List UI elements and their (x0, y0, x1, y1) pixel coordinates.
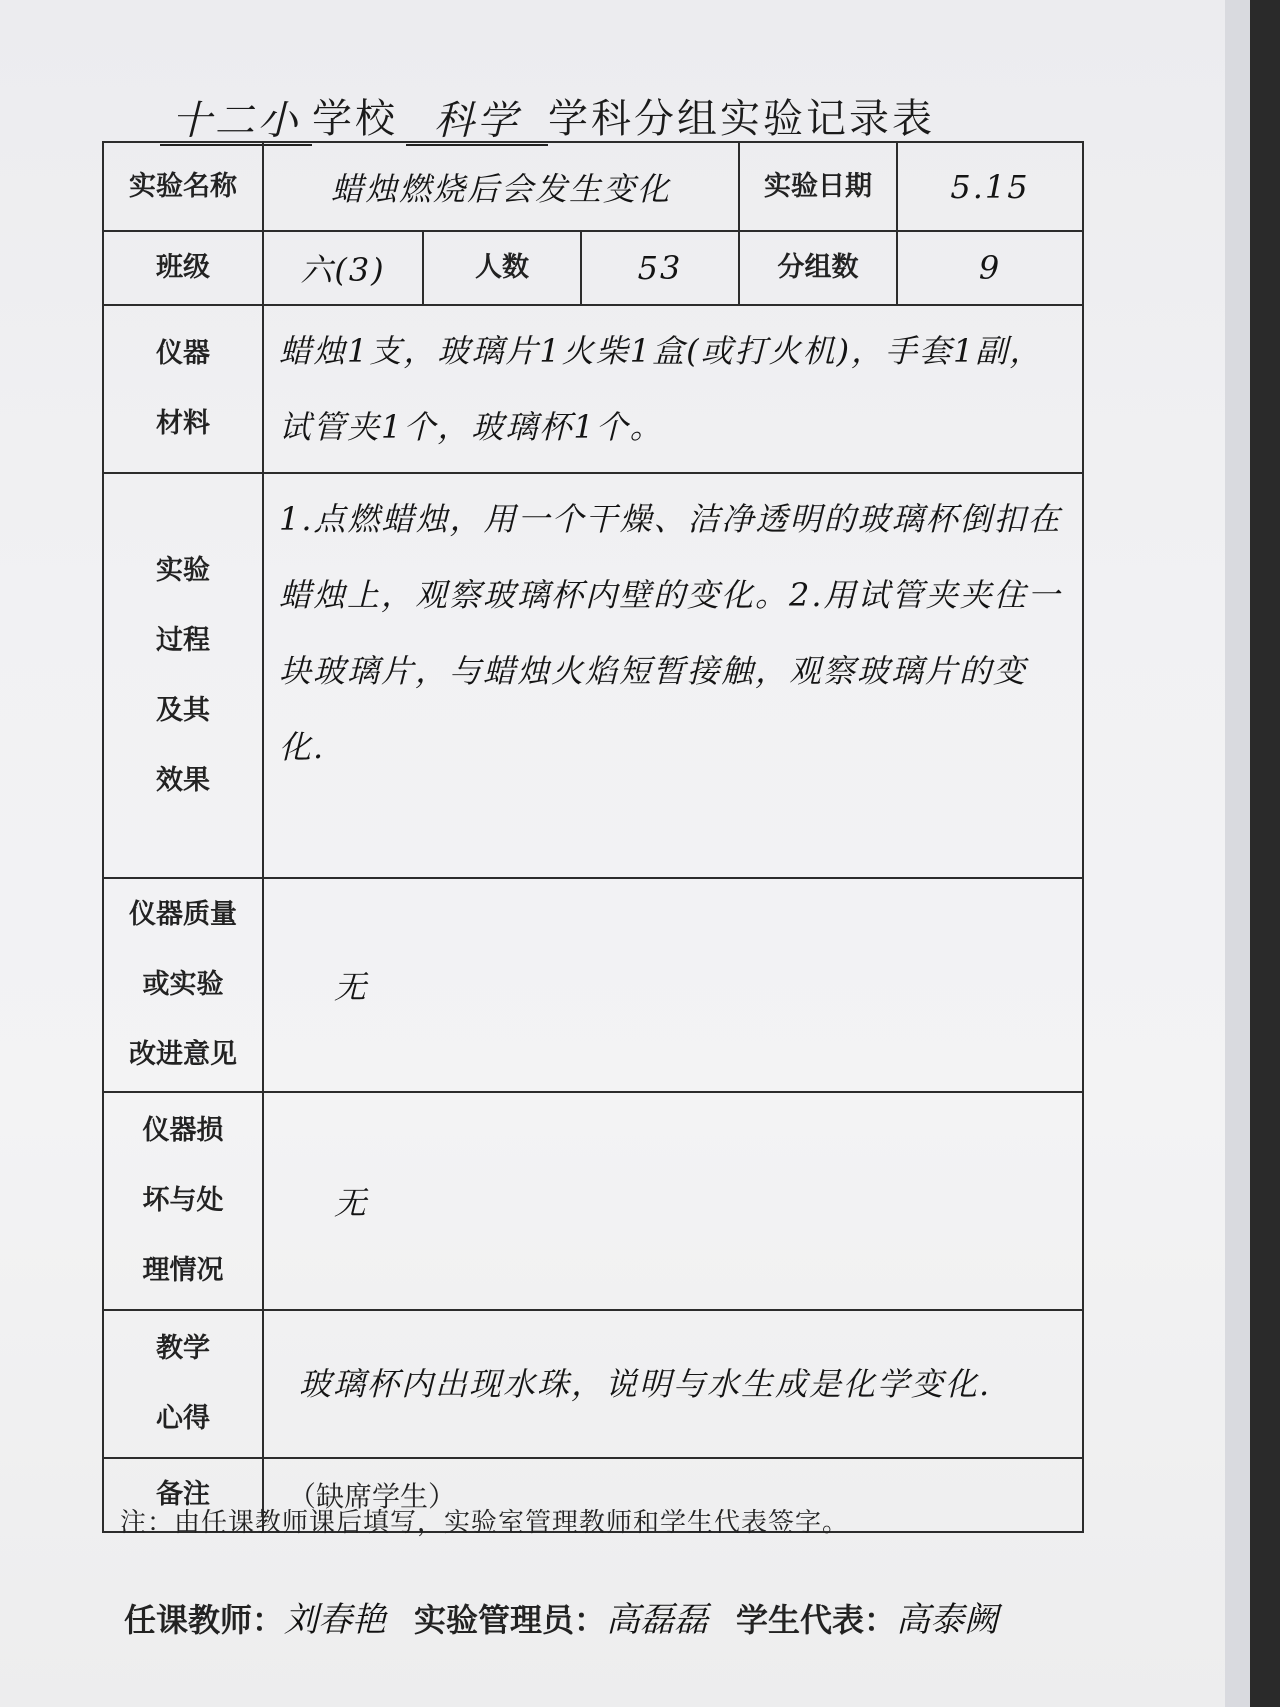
signature-line (124, 1592, 998, 1641)
materials-value: 蜡烛1支，玻璃片1火柴1盒(或打火机)，手套1副，试管夹1个，玻璃杯1个。 (279, 332, 1044, 446)
form-title (160, 86, 1020, 146)
date-value: 5.15 (897, 142, 1083, 231)
groups-value: 9 (897, 231, 1083, 305)
school-name: 十二小 (160, 98, 312, 146)
remarks-value: （缺席学生） (263, 1458, 1083, 1532)
quality-label-line-1: 仪器质量 (129, 899, 237, 930)
process-label-line-1: 实验 (156, 554, 210, 586)
insight-value: 玻璃杯内出现水珠，说明与水生成是化学变化. (299, 1365, 992, 1403)
process-label-line-4: 效果 (156, 764, 210, 796)
footer-note: 注：由任课教师课后填写，实验室管理教师和学生代表签字。 (120, 1508, 850, 1538)
subject-name: 科学 (406, 98, 548, 146)
groups-label: 分组数 (739, 231, 897, 305)
process-label-line-3: 及其 (156, 694, 210, 726)
process-value: 1.点燃蜡烛，用一个干燥、洁净透明的玻璃杯倒扣在蜡烛上，观察玻璃杯内壁的变化。2.用试管夹夹住一块玻璃片，与蜡烛火焰短暂接触，观察玻璃片的变化. (279, 500, 1062, 766)
people-value: 53 (581, 231, 739, 305)
row-experiment-name (103, 142, 1083, 231)
quality-label-line-3: 改进意见 (129, 1039, 237, 1070)
materials-label-line-2: 材料 (156, 408, 210, 439)
damage-label-line-1: 仪器损 (142, 1115, 224, 1146)
process-label (103, 473, 263, 878)
materials-label-line-1: 仪器 (156, 338, 210, 369)
quality-value: 无 (263, 878, 1083, 1092)
school-suffix: 学校 (312, 96, 398, 142)
student-rep-label: 学生代表： (736, 1601, 897, 1639)
process-label-line-2: 过程 (156, 624, 210, 656)
date-label: 实验日期 (739, 142, 897, 231)
lab-manager-label: 实验管理员： (414, 1601, 607, 1639)
people-label: 人数 (423, 231, 581, 305)
title-suffix: 学科分组实验记录表 (548, 96, 935, 142)
quality-label (103, 878, 263, 1092)
lab-manager-signature: 高磊磊 (606, 1600, 709, 1640)
experiment-name-label: 实验名称 (103, 142, 263, 231)
teacher-label: 任课教师： (124, 1601, 285, 1639)
damage-value: 无 (263, 1092, 1083, 1310)
quality-label-line-2: 或实验 (142, 969, 224, 1000)
row-damage (103, 1092, 1083, 1310)
insight-label-line-2: 心得 (156, 1403, 210, 1434)
insight-label (103, 1310, 263, 1458)
class-value: 六(3) (263, 231, 423, 305)
insight-label-line-1: 教学 (156, 1333, 210, 1364)
experiment-record-table (102, 141, 1084, 1533)
remarks-label: 备注 (103, 1458, 263, 1532)
experiment-name-value: 蜡烛燃烧后会发生变化 (263, 142, 739, 231)
class-label: 班级 (103, 231, 263, 305)
row-class-info (103, 231, 1083, 305)
damage-label-line-3: 理情况 (142, 1255, 224, 1286)
process-cell (263, 473, 1083, 878)
teacher-signature: 刘春艳 (284, 1600, 387, 1640)
materials-label (103, 305, 263, 473)
materials-cell (263, 305, 1083, 473)
row-quality (103, 878, 1083, 1092)
row-materials (103, 305, 1083, 473)
row-insight (103, 1310, 1083, 1458)
damage-label (103, 1092, 263, 1310)
insight-cell (263, 1310, 1083, 1458)
row-process (103, 473, 1083, 878)
damage-label-line-2: 坏与处 (142, 1185, 224, 1216)
student-rep-signature: 高泰阙 (896, 1600, 999, 1640)
